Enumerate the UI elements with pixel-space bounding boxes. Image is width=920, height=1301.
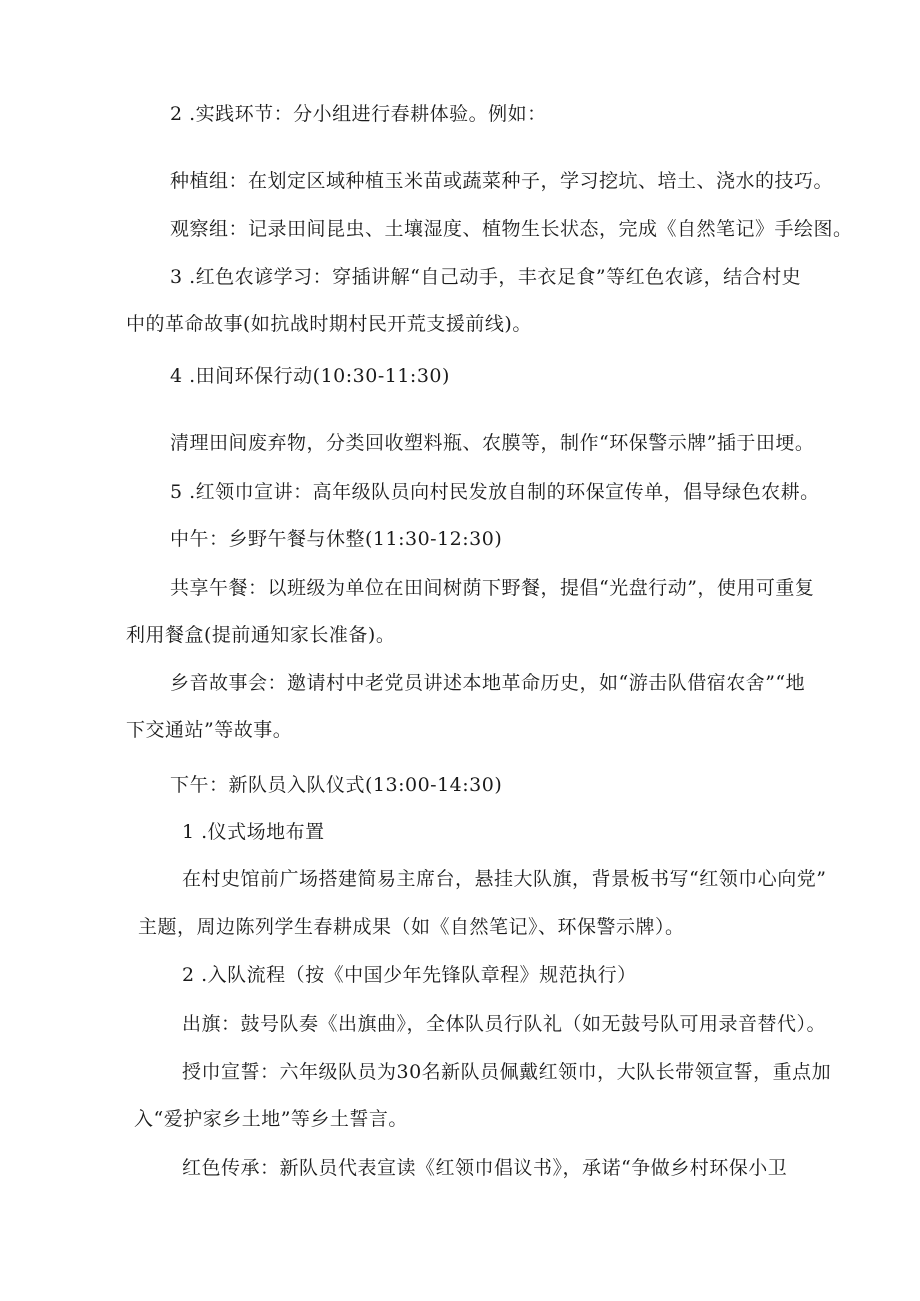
text-line-8: 5 .红领巾宣讲：高年级队员向村民发放自制的环保宣传单，倡导绿色农耕。 [170,481,820,503]
text-line-6: 4 .田间环保行动(10:30-11:30) [170,365,450,387]
text-line-4: 3 .红色农谚学习：穿插讲解“自己动手，丰衣足食”等红色农谚，结合村史 [170,266,802,288]
text-line-1: 2 .实践环节：分小组进行春耕体验。例如： [170,103,547,125]
text-line-2: 种植组：在划定区域种植玉米苗或蔬菜种子，学习挖坑、培土、浇水的技巧。 [170,170,834,192]
text-line-10: 共享午餐：以班级为单位在田间树荫下野餐，提倡“光盘行动”，使用可重复 [170,577,815,599]
text-line-7: 清理田间废弃物，分类回收塑料瓶、农膜等，制作“环保警示牌”插于田埂。 [170,432,815,454]
text-line-16: 在村史馆前广场搭建简易主席台，悬挂大队旗，背景板书写“红领巾心向党” [182,868,827,890]
text-line-15: 1 .仪式场地布置 [182,821,325,843]
text-line-22: 红色传承：新队员代表宣读《红领巾倡议书》，承诺“争做乡村环保小卫 [182,1157,788,1179]
text-line-3: 观察组：记录田间昆虫、土壤湿度、植物生长状态，完成《自然笔记》手绘图。 [170,218,853,240]
text-line-5: 中的革命故事(如抗战时期村民开荒支援前线)。 [126,313,532,335]
text-line-20: 授巾宣誓：六年级队员为30名新队员佩戴红领巾，大队长带领宣誓，重点加 [182,1061,832,1083]
text-line-21: 入“爱护家乡土地”等乡土誓言。 [134,1108,408,1130]
text-line-14: 下午：新队员入队仪式(13:00-14:30) [170,774,503,796]
text-line-17: 主题，周边陈列学生春耕成果（如《自然笔记》、环保警示牌）。 [138,916,685,938]
text-line-9: 中午：乡野午餐与休整(11:30-12:30) [170,528,503,550]
text-line-13: 下交通站”等故事。 [126,719,293,741]
text-line-18: 2 .入队流程（按《中国少年先锋队章程》规范执行） [182,964,637,986]
text-line-12: 乡音故事会：邀请村中老党员讲述本地革命历史，如“游击队借宿农舍”“地 [170,672,806,694]
text-line-11: 利用餐盒(提前通知家长准备)。 [126,624,396,646]
text-line-19: 出旗：鼓号队奏《出旗曲》，全体队员行队礼（如无鼓号队可用录音替代）。 [182,1013,827,1035]
